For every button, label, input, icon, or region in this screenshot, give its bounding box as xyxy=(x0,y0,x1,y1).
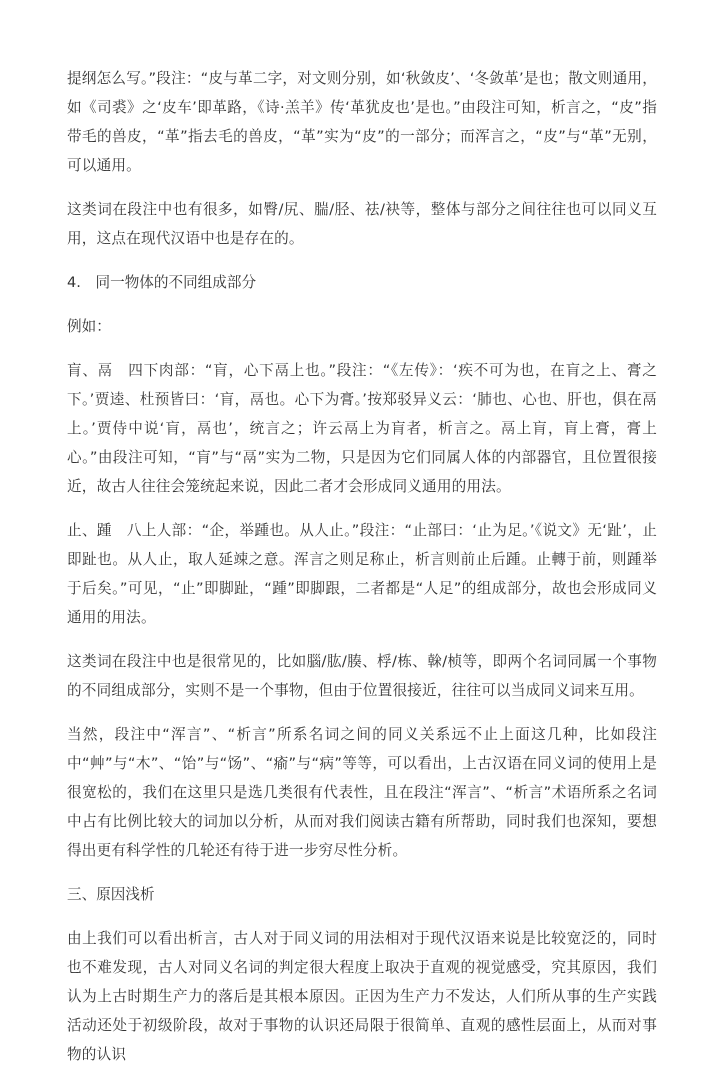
paragraph-huang-ge: 肓、鬲 四下肉部：“肓，心下鬲上也。”段注：“《左传》：‘疾不可为也，在肓之上、膏之下。’贾逵、杜预皆曰：‘肓，鬲也。心下为膏。’按郑驳异义云：‘肺也、心也、肝也，俱在鬲上。’贾侍中说‘肓，鬲也’，统言之；许云鬲上为肓者，析言之。鬲上肓，肓上膏，膏上心。”由段注可知，“肓”与“鬲”实为二物，只是因为它们同属人体的内部器官，且位置很接近，故古人往往会笼统起来说，因此二者才会形成同义通用的用法。 xyxy=(67,362,657,495)
paragraph-cause-analysis: 由上我们可以看出析言，古人对于同义词的用法相对于现代汉语来说是比较宽泛的，同时也不难发现，古人对同义名词的判定很大程度上取决于直观的视觉感受，究其原因，我们认为上古时期生产力的落后是其根本原因。正因为生产力不发达，人们所从事的生产实践活动还处于初级阶段，故对于事物的认识还局限于很简单、直观的感性层面上，从而对事物的认识 xyxy=(67,930,657,1063)
example-label: 例如： xyxy=(67,318,111,335)
paragraph-component-summary: 这类词在段注中也是很常见的，比如腦/肱/腠、桴/栋、榦/桢等，即两个名词同属一个事物的不同组成部分，实则不是一个事物，但由于位置很接近，往往可以当成同义词来互用。 xyxy=(67,653,657,699)
document-body xyxy=(67,64,657,1084)
section-heading-3: 三、原因浅析 xyxy=(67,886,155,903)
paragraph-zhi-zhong: 止、踵 八上人部：“企，举踵也。从人止。”段注：“止部曰：‘止为足。’《说文》无‘趾’，止即趾也。从人止，取人延竦之意。浑言之则足称止，析言则前止后踵。止轉于前，则踵举于后矣。”可见，“止”即脚趾，“踵”即脚跟，二者都是“人足”的组成部分，故也会形成同义通用的用法。 xyxy=(67,522,657,626)
section-heading-4: 4. 同一物体的不同组成部分 xyxy=(67,274,257,291)
paragraph-whole-part-summary: 这类词在段注中也有很多，如臀/尻、腨/胫、祛/袂等，整体与部分之间往往也可以同义互用，这点在现代汉语中也是存在的。 xyxy=(67,201,657,247)
paragraph-pi-ge: 提纲怎么写。”段注：“皮与革二字，对文则分别，如‘秋敛皮’、‘冬敛革’是也；散文则通用，如《司裘》之‘皮车’即革路，《诗·羔羊》传‘革犹皮也’是也。”由段注可知，析言之，“皮”指带毛的兽皮，“革”指去毛的兽皮，“革”实为“皮”的一部分；而浑言之，“皮”与“革”无别，可以通用。 xyxy=(67,70,657,174)
paragraph-conclusion: 当然，段注中“浑言”、“析言”所系名词之间的同义关系远不止上面这几种，比如段注中“艸”与“木”、“饴”与“饧”、“瘉”与“病”等等，可以看出，上古汉语在同义词的使用上是很宽松的，我们在这里只是选几类很有代表性，且在段注“浑言”、“析言”术语所系之名词中占有比例比较大的词加以分析，从而对我们阅读古籍有所帮助，同时我们也深知，要想得出更有科学性的几轮还有待于进一步穷尽性分析。 xyxy=(67,726,657,859)
